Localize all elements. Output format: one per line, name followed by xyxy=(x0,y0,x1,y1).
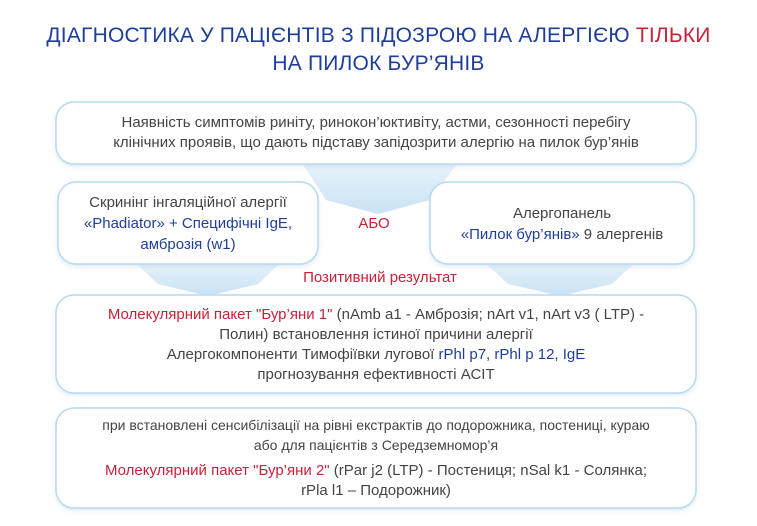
positive-result-label: Позитивний результат xyxy=(303,269,457,286)
middle-box-line-1 xyxy=(56,305,696,325)
bottom-box-line-2: або для пацієнтів з Середземномор’я xyxy=(253,437,499,453)
left-box-line-2: «Phadiator» + Специфічні IgE, xyxy=(83,215,293,232)
or-label: АБО xyxy=(358,215,390,232)
bottom-box-text xyxy=(56,415,696,501)
bottom-box-package-name: Молекулярний пакет "Бур’яни 2" xyxy=(104,462,330,479)
left-box-line-3: амброзія (w1) xyxy=(140,236,236,253)
middle-box-line-1-rest: (nAmb a1 - Амброзія; nArt v1, nArt v3 ( LTP) - xyxy=(332,306,645,323)
left-box-line-1: Скринінг інгаляційної алергії xyxy=(89,194,287,211)
middle-box-line-3 xyxy=(56,345,696,365)
right-box-panel-name: «Пилок бур’янів» xyxy=(460,226,580,243)
right-box-text xyxy=(430,203,694,245)
middle-box-package-name: Молекулярний пакет "Бур’яни 1" xyxy=(107,306,333,323)
middle-box-line-3-prefix: Алергокомпоненти Тимофіївки лугової xyxy=(166,346,439,363)
right-box-panel-count: 9 алергенів xyxy=(579,226,664,243)
title-line-1-prefix: ДІАГНОСТИКА У ПАЦІЄНТІВ З ПІДОЗРОЮ НА АЛЕРГІЄЮ xyxy=(46,24,630,47)
top-box-line-2: клінічних проявів, що дають підставу запідозрити алергію на пилок бур’янів xyxy=(113,134,639,151)
top-box-line-1: Наявність симптомів риніту, ринокон’юктивіту, астми, сезонності перебігу xyxy=(121,114,631,131)
middle-box-components: rPhl p7, rPhl p 12, IgE xyxy=(438,346,586,363)
right-box-line-1: Алергопанель xyxy=(512,205,612,222)
bottom-box-line-4: rPla l1 – Подорожник) xyxy=(301,482,451,499)
middle-box-line-2: Полин) встановлення істиної причини алергії xyxy=(219,326,533,343)
title-accent: ТІЛЬКИ xyxy=(635,24,711,47)
title-line-2: НА ПИЛОК БУР’ЯНІВ xyxy=(272,52,485,75)
bottom-box-line-3-rest: (rPar j2 (LTP) - Постениця; nSal k1 - Солянка; xyxy=(329,462,648,479)
left-box-text xyxy=(58,192,318,255)
right-box-line-2 xyxy=(430,224,694,245)
middle-box-line-4: прогнозування ефективності АСІТ xyxy=(257,366,495,383)
middle-box-text xyxy=(56,305,696,385)
bottom-box-line-3 xyxy=(56,461,696,481)
top-box-text xyxy=(56,113,696,153)
bottom-box-line-1: при встановлені сенсибілізації на рівні екстрактів до подорожника, постениці, кураю xyxy=(102,417,650,433)
